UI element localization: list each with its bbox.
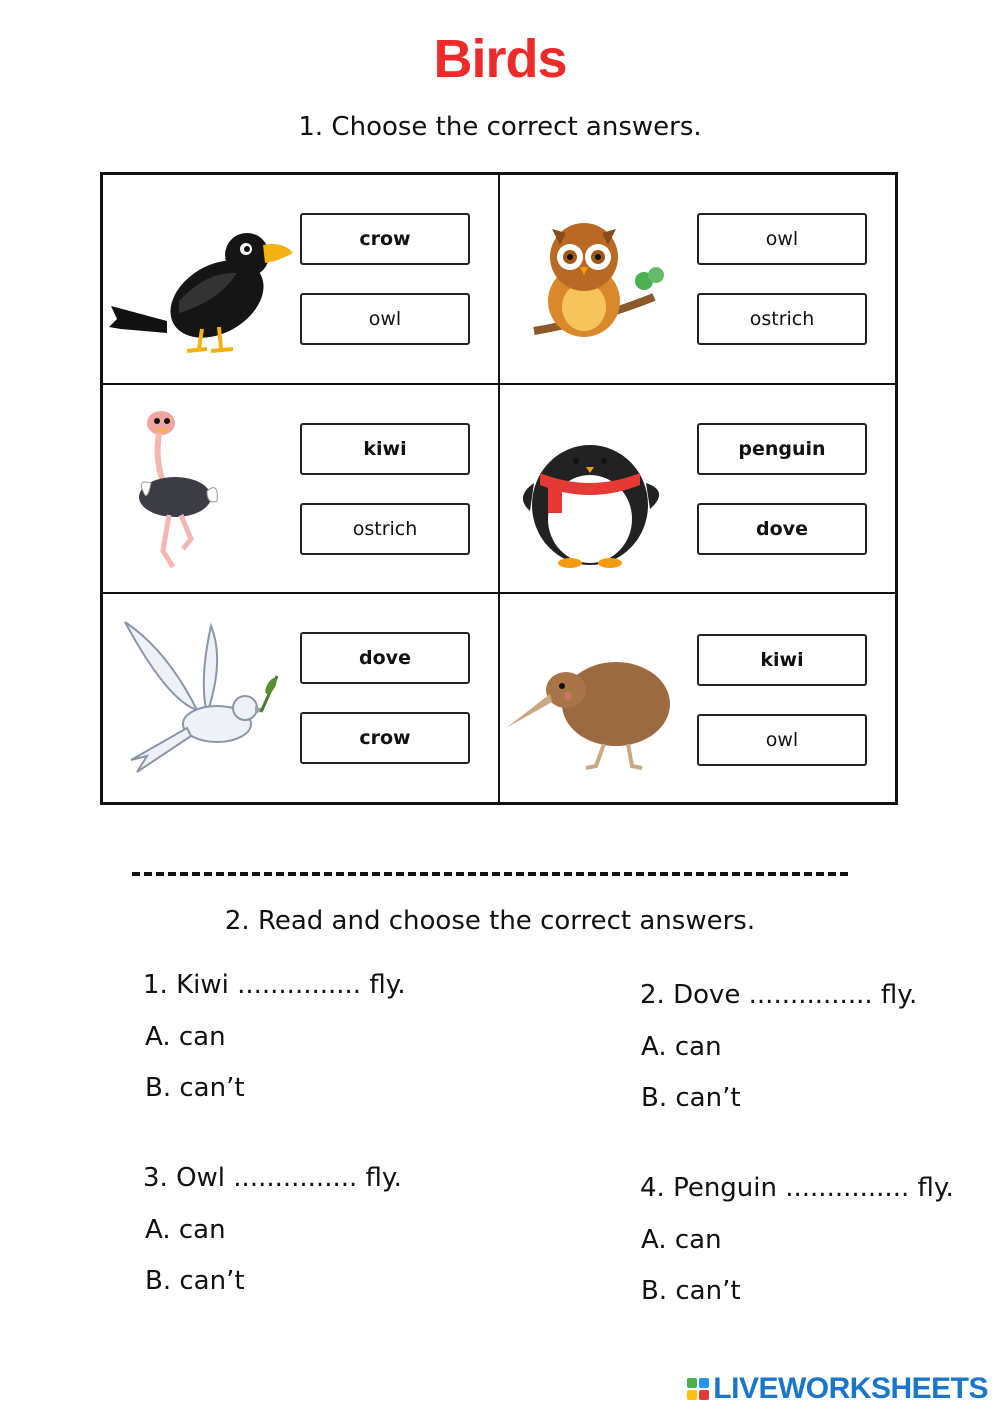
- question-3-option-a[interactable]: A. can: [145, 1215, 226, 1245]
- owl-image: [504, 201, 692, 361]
- option-owl[interactable]: owl: [697, 213, 867, 265]
- section-divider: [132, 872, 848, 876]
- liveworksheets-logo[interactable]: [687, 1372, 988, 1406]
- question-1-option-b[interactable]: B. can’t: [145, 1073, 245, 1103]
- option-penguin[interactable]: penguin: [697, 423, 867, 475]
- question-2: 2. Dove ............... fly.: [640, 980, 918, 1010]
- question-4-option-b[interactable]: B. can’t: [641, 1276, 741, 1306]
- question-1: 1. Kiwi ............... fly.: [143, 970, 406, 1000]
- crow-image: [107, 201, 295, 361]
- question-2-option-b[interactable]: B. can’t: [641, 1083, 741, 1113]
- question-1-option-a[interactable]: A. can: [145, 1022, 226, 1052]
- bird-grid: [100, 172, 898, 805]
- question-2-option-a[interactable]: A. can: [641, 1032, 722, 1062]
- option-ostrich[interactable]: ostrich: [300, 503, 470, 555]
- ostrich-image: [107, 411, 295, 571]
- kiwi-image: [504, 620, 692, 780]
- option-kiwi[interactable]: kiwi: [697, 634, 867, 686]
- bird-cell-owl: [499, 174, 896, 384]
- question-3: 3. Owl ............... fly.: [143, 1163, 402, 1193]
- section2-heading: 2. Read and choose the correct answers.: [224, 906, 756, 936]
- bird-cell-penguin: [499, 384, 896, 594]
- option-crow[interactable]: crow: [300, 213, 470, 265]
- option-kiwi[interactable]: kiwi: [300, 423, 470, 475]
- page-title: Birds: [433, 29, 567, 89]
- section1-heading: 1. Choose the correct answers.: [298, 112, 702, 142]
- logo-icon: [687, 1378, 709, 1400]
- bird-cell-crow: [102, 174, 499, 384]
- question-4: 4. Penguin ............... fly.: [640, 1173, 954, 1203]
- option-ostrich[interactable]: ostrich: [697, 293, 867, 345]
- option-dove[interactable]: dove: [300, 632, 470, 684]
- dove-image: [107, 620, 295, 780]
- question-3-option-b[interactable]: B. can’t: [145, 1266, 245, 1296]
- option-owl[interactable]: owl: [300, 293, 470, 345]
- option-crow[interactable]: crow: [300, 712, 470, 764]
- bird-cell-kiwi: [499, 593, 896, 803]
- option-owl[interactable]: owl: [697, 714, 867, 766]
- question-4-option-a[interactable]: A. can: [641, 1225, 722, 1255]
- bird-cell-ostrich: [102, 384, 499, 594]
- logo-text: LIVEWORKSHEETS: [713, 1372, 988, 1405]
- bird-cell-dove: [102, 593, 499, 803]
- option-dove[interactable]: dove: [697, 503, 867, 555]
- penguin-image: [504, 411, 692, 571]
